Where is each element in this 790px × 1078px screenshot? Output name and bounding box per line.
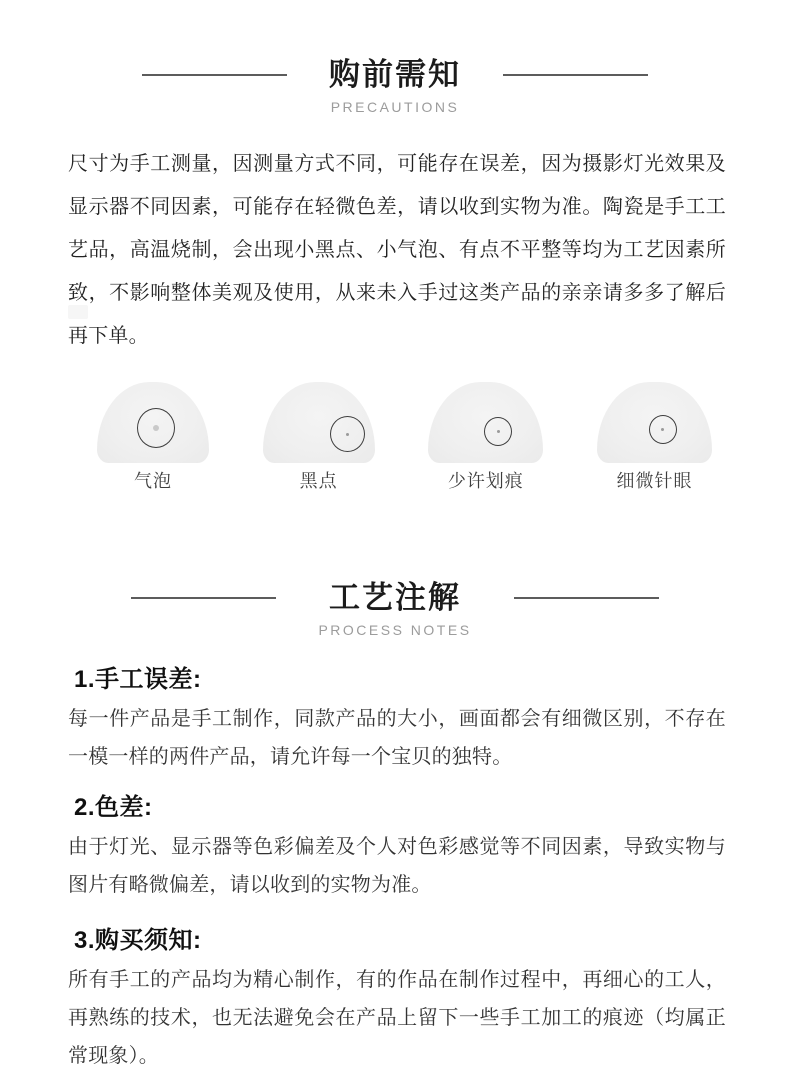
process-notes-header [0, 580, 790, 639]
note-purchase-notice [0, 926, 790, 1075]
defect-sample-black-dot [263, 382, 375, 494]
header-divider-line [503, 74, 648, 76]
flaw-dot [497, 430, 500, 433]
note-body: 由于灯光、显示器等色彩偏差及个人对色彩感觉等不同因素，导致实物与图片有略微偏差，请以收到的实物为准。 [68, 836, 726, 896]
defect-sample-pinhole [597, 382, 712, 494]
defect-circle-marker-icon [649, 415, 677, 444]
faint-watermark-artifact [68, 305, 88, 319]
flaw-dot [661, 428, 664, 431]
note-heading: 3.购买须知: [74, 927, 202, 954]
defect-sample-scratch [428, 382, 543, 494]
process-notes-subtitle-en: PROCESS NOTES [318, 622, 472, 638]
note-handmade-tolerance [0, 665, 790, 776]
note-color-difference [0, 793, 790, 904]
note-heading: 2.色差: [74, 794, 153, 821]
ceramic-sample-image [597, 382, 712, 463]
precautions-subtitle-en: PRECAUTIONS [330, 99, 460, 115]
note-body: 每一件产品是手工制作，同款产品的大小，画面都会有细微区别，不存在一模一样的两件产品，请允许每一个宝贝的独特。 [68, 708, 726, 768]
ceramic-sample-image [428, 382, 543, 463]
defect-circle-marker-icon [137, 408, 175, 448]
defect-sample-bubble [97, 382, 209, 494]
header-divider-line [514, 597, 659, 599]
header-divider-line [131, 597, 276, 599]
header-divider-line [142, 74, 287, 76]
precautions-title: 购前需知 [329, 57, 461, 92]
defect-circle-marker-icon [484, 417, 512, 446]
defect-label: 黑点 [299, 471, 338, 491]
precautions-header [0, 0, 790, 116]
note-heading: 1.手工误差: [74, 666, 202, 693]
ceramic-sample-image [263, 382, 375, 463]
defect-label: 细微针眼 [616, 471, 693, 491]
defect-samples-row [0, 382, 790, 494]
flaw-dot [153, 425, 159, 431]
precautions-paragraph: 尺寸为手工测量，因测量方式不同，可能存在误差，因为摄影灯光效果及显示器不同因素，可能存在轻微色差，请以收到实物为准。陶瓷是手工工艺品，高温烧制，会出现小黑点、小气泡、有点不平整等均为工艺因素所致，不影响整体美观及使用，从来未入手过这类产品的亲亲请多多了解后再下单。 [68, 153, 726, 347]
ceramic-sample-image [97, 382, 209, 463]
flaw-dot [346, 433, 349, 436]
defect-label: 少许划痕 [447, 471, 524, 491]
defect-circle-marker-icon [330, 416, 365, 452]
defect-label: 气泡 [134, 471, 172, 491]
process-notes-title: 工艺注解 [329, 580, 461, 615]
note-body: 所有手工的产品均为精心制作，有的作品在制作过程中，再细心的工人，再熟练的技术，也无法避免会在产品上留下一些手工加工的痕迹（均属正常现象）。 [68, 969, 726, 1067]
